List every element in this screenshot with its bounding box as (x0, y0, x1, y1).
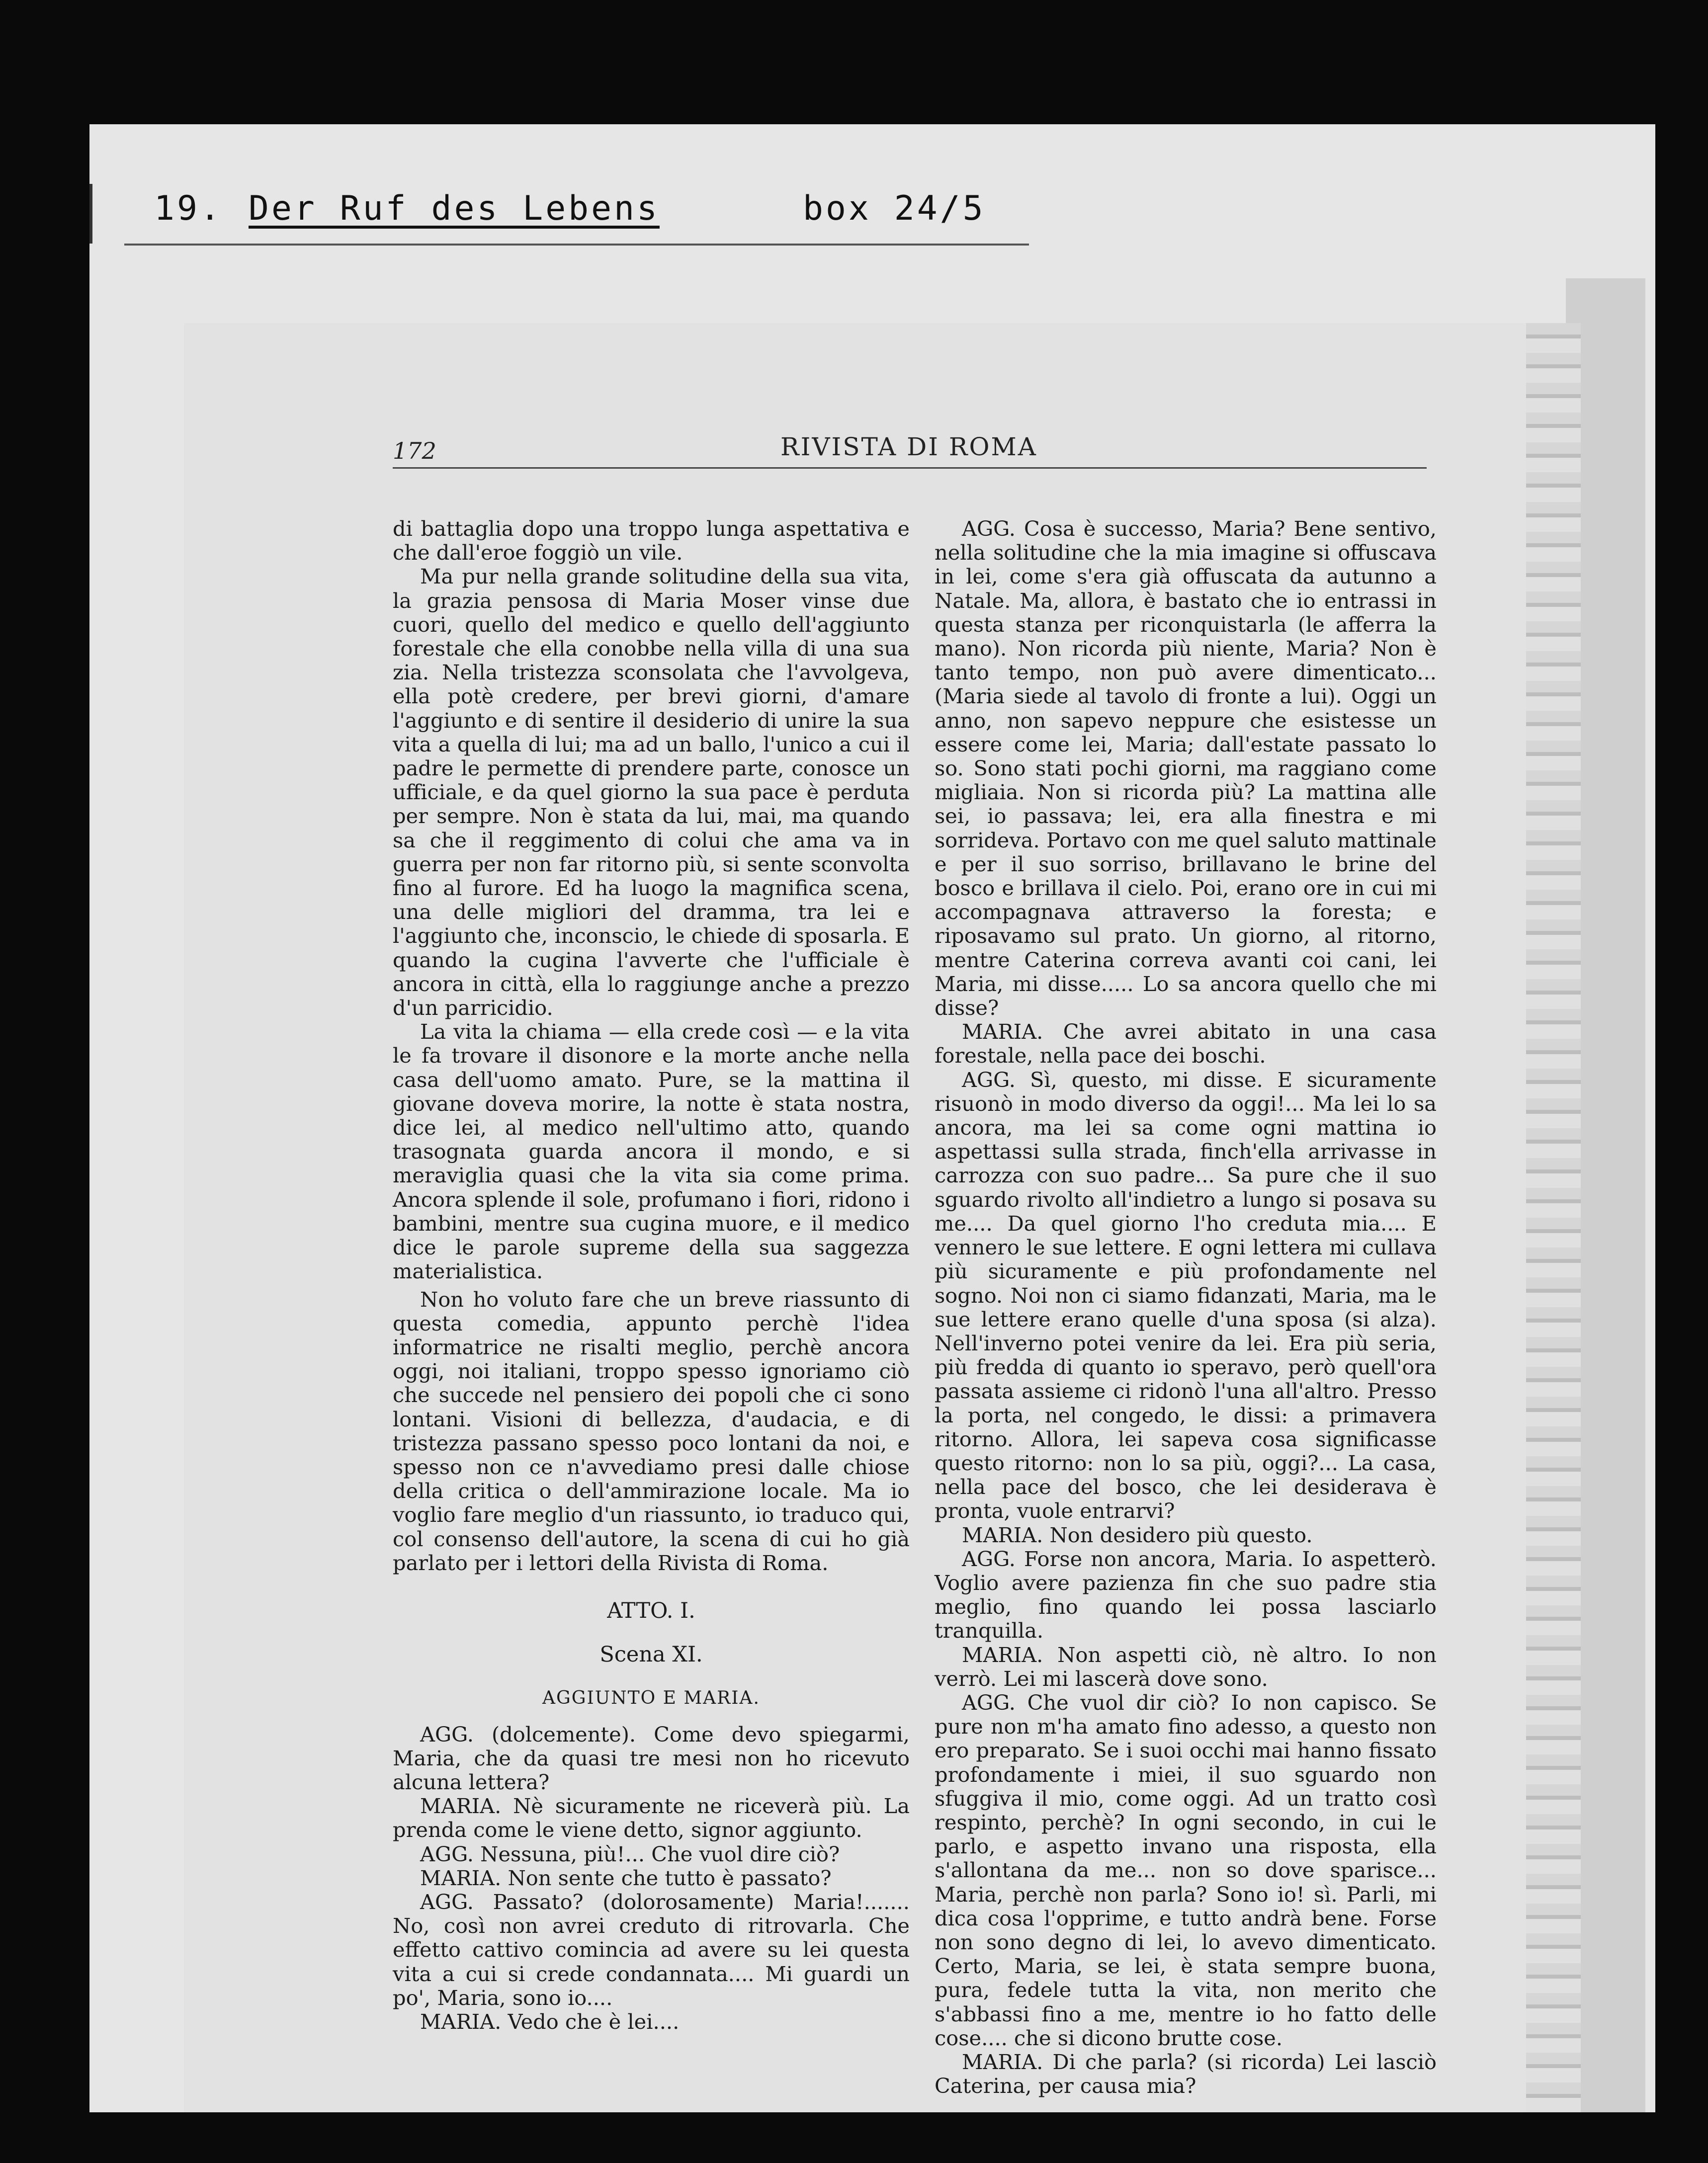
paragraph: Non ho voluto fare che un breve riassunto di questa comedia, appunto perchè l'idea informatrice ne risalti meglio, perchè ancora oggi, noi italiani, troppo spesso ignoriamo ciò che succede nel pensiero dei popoli che ci sono lontani. Visioni di bellezza, d'audacia, e di tristezza passano spesso poco lontani da noi, e spesso non ce n'avvediamo presi dalle chiose della critica o dell'ammirazione locale. Ma io voglio fare meglio d'un riassunto, io traduco qui, col consenso dell'autore, la scena di cui ho già parlato per i lettori della Rivista di Roma. (393, 1287, 910, 1575)
torn-edge (1526, 323, 1581, 2112)
catalog-box: box 24/5 (803, 189, 986, 228)
catalog-number: 19. (154, 189, 223, 228)
catalog-title: Der Ruf des Lebens (249, 189, 660, 228)
act-heading: ATTO. I. (607, 1598, 695, 1623)
paragraph: di battaglia dopo una troppo lunga aspettativa e che dall'eroe foggiò un vile. (393, 516, 910, 565)
characters-heading: AGGIUNTO E MARIA. (542, 1688, 760, 1709)
running-title: RIVISTA DI ROMA (780, 432, 1037, 461)
dialogue-line: MARIA. Non aspetti ciò, nè altro. Io non verrò. Lei mi lascerà dove sono. (935, 1642, 1437, 1691)
catalog-header (114, 179, 1034, 249)
page-number: 172 (393, 437, 436, 464)
scene-heading: Scena XI. (599, 1642, 703, 1667)
dialogue-line: MARIA. Non desidero più questo. (962, 1522, 1313, 1547)
dialogue-line: MARIA. Vedo che è lei.... (420, 2009, 680, 2034)
dialogue-line: MARIA. Nè sicuramente ne riceverà più. La prenda come le viene detto, signor aggiunto. (393, 1794, 910, 1842)
left-column (393, 517, 910, 2034)
dialogue-line: MARIA. Che avrei abitato in una casa forestale, nella pace dei boschi. (935, 1019, 1437, 1068)
dialogue-line: AGG. Passato? (dolorosamente) Maria!....... No, così non avrei creduto di ritrovarla. Che effetto cattivo comincia ad avere su lei questa vita a cui si crede condannata.... Mi guardi un po', Maria, sono io.... (393, 1889, 910, 2010)
page-header (393, 432, 1427, 469)
dialogue-line: AGG. (dolcemente). Come devo spiegarmi, Maria, che da quasi tre mesi non ho ricevuto alcuna lettera? (393, 1722, 910, 1794)
header-rule (124, 244, 1029, 246)
dialogue-line: AGG. Forse non ancora, Maria. Io aspetterò. Voglio avere pazienza fin che suo padre stia meglio, fino quando lei possa lasciarlo tranquilla. (935, 1546, 1437, 1643)
dialogue-line: AGG. Sì, questo, mi disse. E sicuramente risuonò in modo diverso da oggi!... Ma lei lo sa ancora, ma lei sa come ogni mattina io aspettassi sulla strada, finch'ella arrivasse in carrozza con suo padre... Sa pure che il suo sguardo rivolto all'indietro a lungo si posava su me.... Da quel giorno l'ho creduta mia.... E vennero le sue lettere. E ogni lettera mi cullava più sicuramente e più profondamente nel sogno. Noi non ci siamo fidanzati, Maria, ma le sue lettere erano quelle d'una sposa (si alza). Nell'inverno potei venire da lei. Era più seria, più fredda di quanto io speravo, però quell'ora passata assieme ci ridonò l'una all'altro. Presso la porta, nel congedo, le dissi: a primavera ritorno. Allora, lei sapeva cosa significasse questo ritorno: non lo sa più, oggi?... La casa, nella pace del bosco, che lei desiderava è pronta, vuole entrarvi? (935, 1067, 1437, 1523)
dialogue-line: AGG. Cosa è successo, Maria? Bene sentivo, nella solitudine che la mia imagine si offuscava in lei, come s'era già offuscata da autunno a Natale. Ma, allora, è bastato che io entrassi in questa stanza per riconquistarla (le afferra la mano). Non ricorda più niente, Maria? Non è tanto tempo, non può avere dimenticato... (Maria siede al tavolo di fronte a lui). Oggi un anno, non sapevo neppure che esistesse un essere come lei, Maria; dall'estate passato lo so. Sono stati pochi giorni, ma raggiano come migliaia. Non si ricorda più? La mattina alle sei, io passava; lei, era alla finestra e mi sorrideva. Portavo con me quel saluto mattinale e per il suo sorriso, brillavano le brine del bosco e brillava il cielo. Poi, erano ore in cui mi accompagnava attraverso la foresta; e riposavamo sul prato. Un giorno, al ritorno, mentre Caterina correva avanti coi cani, lei Maria, mi disse..... Lo sa ancora quello che mi disse? (935, 516, 1437, 1020)
dialogue-line: AGG. Che vuol dir ciò? Io non capisco. Se pure non m'ha amato fino adesso, a questo non ero preparato. Se i suoi occhi mai hanno fissato profondamente i miei, il suo sguardo non sfuggiva il mio, come oggi. Ad un tratto così respinto, perchè? In ogni secondo, in cui le parlo, e aspetto invano una risposta, ella s'allontana da me... non so dove sparisce... Maria, perchè non parla? Sono io! sì. Parli, mi dica cosa l'opprime, e tutto andrà bene. Forse non sono degno di lei, lo avevo dimenticato. Certo, Maria, se lei, è stata sempre buona, pura, fedele tutta la vita, non merito che s'abbassi fino a me, mentre io ho fatto delle cose.... che si dicono brutte cose. (935, 1690, 1437, 2050)
header-bracket (89, 184, 92, 244)
paragraph: La vita la chiama — ella crede così — e la vita le fa trovare il disonore e la morte anche nella casa dell'uomo amato. Pure, se la mattina il giovane doveva morire, la notte è stata nostra, dice lei, al medico nell'ultimo atto, quando trasognata guarda ancora il mondo, e si meraviglia quasi che la vita sia come prima. Ancora splende il sole, profumano i fiori, ridono i bambini, mentre sua cugina muore, e il medico dice le parole supreme della sua saggezza materialistica. (393, 1019, 910, 1284)
paragraph: Ma pur nella grande solitudine della sua vita, la grazia pensosa di Maria Moser vinse due cuori, quello del medico e quello dell'aggiunto forestale che ella conobbe nella villa di una sua zia. Nella tristezza sconsolata che l'avvolgeva, ella potè credere, per brevi giorni, d'amare l'aggiunto e di sentire il desiderio di unire la sua vita a quella di lui; ma ad un ballo, l'unico a cui il padre le permette di prendere parte, conosce un ufficiale, e da quel giorno la sua pace è perduta per sempre. Non è stata da lui, mai, ma quando sa che il reggimento di colui che ama va in guerra per non far ritorno più, si sente sconvolta fino al furore. Ed ha luogo la magnifica scena, una delle migliori del dramma, tra lei e l'aggiunto che, inconscio, le chiede di sposarla. E quando la cugina l'avverte che l'ufficiale è ancora in città, ella lo raggiunge anche a prezzo d'un parricidio. (393, 564, 910, 1020)
dialogue-line: MARIA. Di che parla? (si ricorda) Lei lasciò Caterina, per causa mia? (935, 2050, 1437, 2098)
right-column (935, 517, 1437, 2098)
dialogue-line: AGG. Nessuna, più!... Che vuol dire ciò? (420, 1841, 840, 1866)
dialogue-line: MARIA. Non sente che tutto è passato? (420, 1865, 832, 1890)
